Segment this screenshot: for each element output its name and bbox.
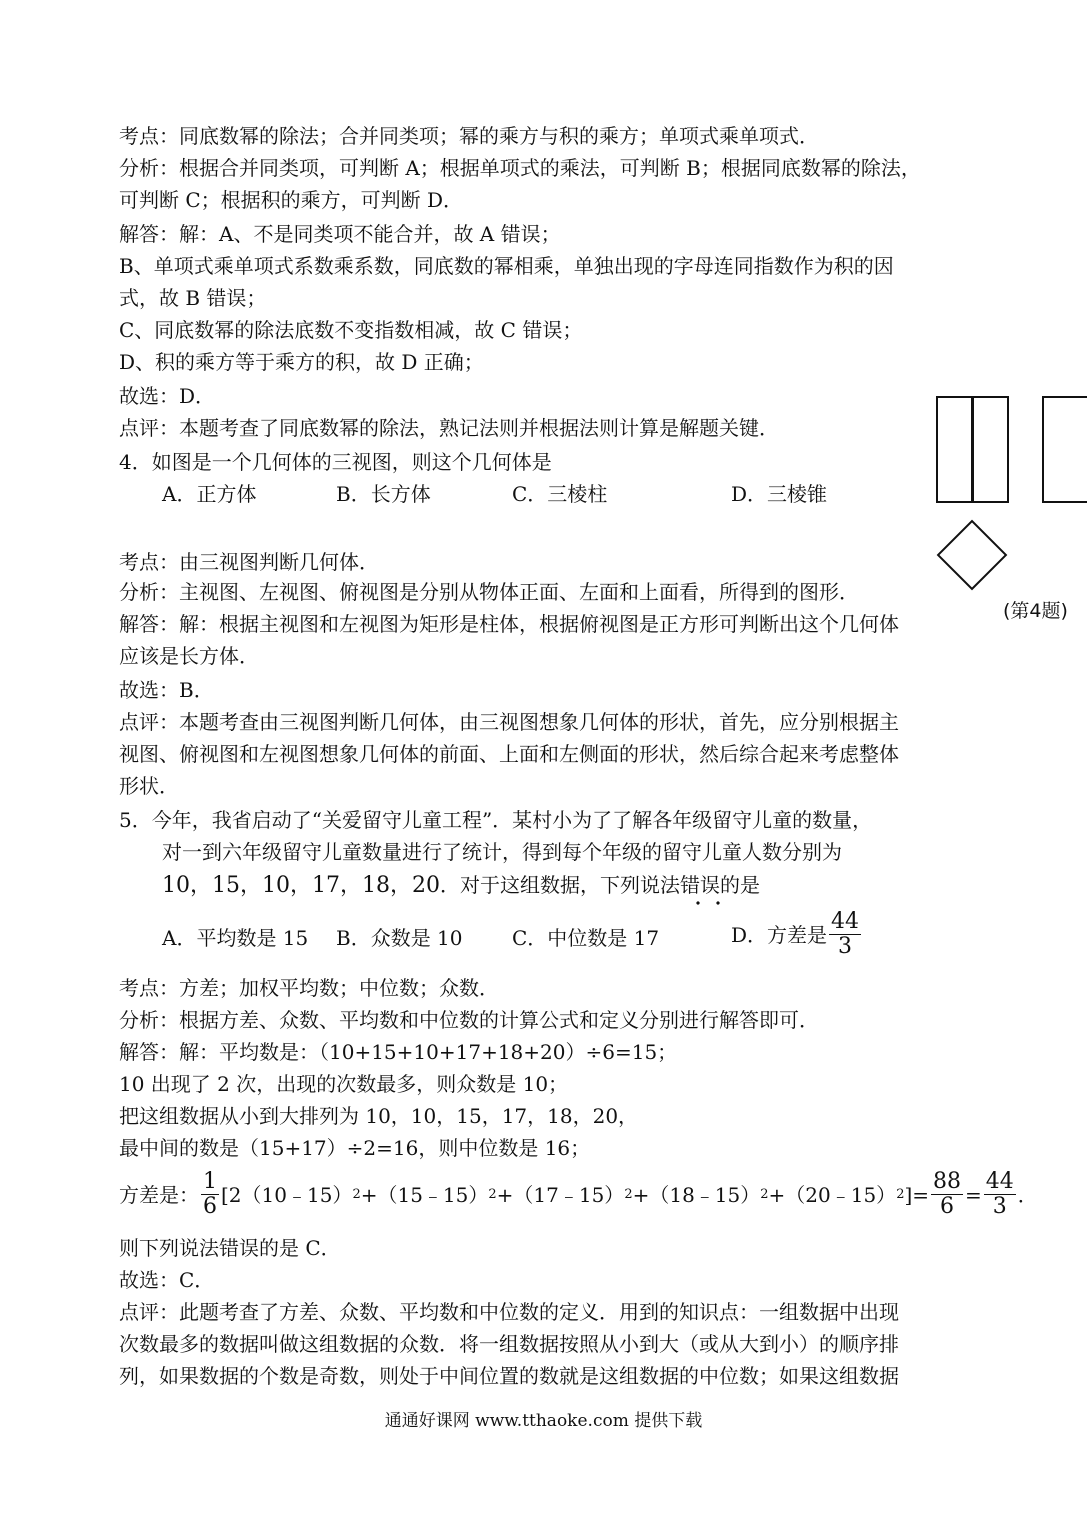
q3-c-line: C、同底数幂的除法底数不变指数相减，故 C 错误； [119, 318, 583, 342]
q5-question-text-b: 的是 [719, 873, 760, 897]
q3-fenxi-line2: 可判断 C；根据积的乘方，可判断 D． [119, 188, 464, 212]
q5-question-line2: 对一到六年级留守儿童数量进行了统计，得到每个年级的留守儿童人数分别为 [162, 840, 842, 864]
q4-kaodian: 考点：由三视图判断几何体． [119, 550, 379, 574]
variance-close: ]= [904, 1182, 930, 1207]
q5-answer: 故选：C． [119, 1268, 215, 1292]
q3-comment: 点评：本题考查了同底数幂的除法，熟记法则并根据法则计算是解题关键． [119, 416, 779, 440]
variance-equals: = [965, 1182, 982, 1207]
exponent: 2 [760, 1186, 769, 1202]
page-footer: 通通好课网 www.tthaoke.com 提供下载 [384, 1411, 703, 1431]
variance-label: 方差是： [119, 1182, 199, 1207]
fraction-numerator: 44 [985, 1169, 1014, 1194]
q5-option-d-fraction [829, 910, 861, 959]
q4-jieda-line2: 应该是长方体． [119, 644, 259, 668]
variance-term-3: +（17﹣15） [496, 1182, 625, 1207]
q5-comment-line3: 列，如果数据的个数是奇数，则处于中间位置的数就是这组数据的中位数；如果这组数据 [119, 1364, 899, 1388]
q4-option-d: D．三棱锥 [731, 482, 828, 506]
fraction-numerator: 88 [933, 1169, 962, 1194]
top-view-square [937, 520, 1008, 591]
variance-fraction-one-sixth [201, 1170, 219, 1219]
q3-d-line: D、积的乘方等于乘方的积，故 D 正确； [119, 350, 484, 374]
q4-question: 4．如图是一个几何体的三视图，则这个几何体是 [119, 450, 552, 474]
fraction-denominator: 3 [838, 934, 853, 959]
q4-option-c: C．三棱柱 [512, 482, 608, 506]
variance-term-4: +（18﹣15） [632, 1182, 761, 1207]
q3-b-line1: B、单项式乘单项式系数乘系数，同底数的幂相乘，单独出现的字母连同指数作为积的因 [119, 254, 894, 278]
variance-end: ． [1017, 1182, 1038, 1207]
exponent: 2 [624, 1186, 633, 1202]
exponent: 2 [488, 1186, 497, 1202]
q5-jieda: 解答：解：平均数是：（10+15+10+17+18+20）÷6=15； [119, 1040, 678, 1064]
q4-answer: 故选：B． [119, 678, 214, 702]
q5-fenxi: 分析：根据方差、众数、平均数和中位数的计算公式和定义分别进行解答即可． [119, 1008, 819, 1032]
exponent: 2 [352, 1186, 361, 1202]
q3-b-line2: 式，故 B 错误； [119, 286, 267, 310]
fraction-numerator: 44 [831, 909, 860, 934]
q5-conclusion: 则下列说法错误的是 C． [119, 1236, 341, 1260]
q5-option-a: A．平均数是 15 [162, 926, 309, 950]
exponent: 2 [896, 1186, 905, 1202]
front-view-divider [971, 396, 974, 503]
q4-comment-line3: 形状． [119, 774, 179, 798]
q5-question-line3 [162, 873, 760, 898]
q5-comment-line2: 次数最多的数据叫做这组数据的众数．将一组数据按照从小到大（或从大到小）的顺序排 [119, 1332, 899, 1356]
q5-option-d-label: D．方差是 [731, 922, 828, 947]
q5-mode: 10 出现了 2 次，出现的次数最多，则众数是 10； [119, 1072, 569, 1096]
q3-kaodian: 考点：同底数幂的除法；合并同类项；幂的乘方与积的乘方；单项式乘单项式． [119, 124, 819, 148]
figure-caption: (第4题) [1003, 600, 1068, 622]
variance-result-44-3 [984, 1170, 1016, 1219]
fraction-denominator: 6 [940, 1194, 955, 1219]
q5-option-c: C．中位数是 17 [512, 926, 660, 950]
q5-question-text-a: ．对于这组数据，下列说法 [439, 873, 680, 897]
q5-variance-line [119, 1170, 1038, 1219]
variance-term-2: +（15﹣15） [360, 1182, 489, 1207]
variance-term-1: [2（10﹣15） [221, 1182, 353, 1207]
q5-comment-line1: 点评：此题考查了方差、众数、平均数和中位数的定义．用到的知识点：一组数据中出现 [119, 1300, 899, 1324]
q5-option-d [731, 910, 863, 959]
fraction-numerator: 1 [203, 1169, 217, 1194]
q5-sorted: 把这组数据从小到大排列为 10，10，15，17，18，20， [119, 1104, 639, 1128]
variance-term-5: +（20﹣15） [768, 1182, 897, 1207]
q3-answer: 故选：D． [119, 384, 216, 408]
q5-kaodian: 考点：方差；加权平均数；中位数；众数． [119, 976, 499, 1000]
fraction-denominator: 6 [203, 1194, 217, 1219]
q4-fenxi: 分析：主视图、左视图、俯视图是分别从物体正面、左面和上面看，所得到的图形． [119, 580, 859, 604]
q5-data-set: 10，15，10，17，18，20 [162, 873, 440, 898]
q3-jieda: 解答：解：A、不是同类项不能合并，故 A 错误； [119, 222, 561, 246]
fraction-denominator: 3 [992, 1194, 1007, 1219]
q4-jieda-line1: 解答：解：根据主视图和左视图为矩形是柱体，根据俯视图是正方形可判断出这个几何体 [119, 612, 899, 636]
q4-option-a: A．正方体 [162, 482, 257, 506]
q4-comment-line2: 视图、俯视图和左视图想象几何体的前面、上面和左侧面的形状，然后综合起来考虑整体 [119, 742, 899, 766]
variance-result-88-6 [931, 1170, 963, 1219]
q3-fenxi-line1: 分析：根据合并同类项，可判断 A；根据单项式的乘法，可判断 B；根据同底数幂的除法， [119, 156, 921, 180]
q4-option-b: B．长方体 [336, 482, 431, 506]
q5-emphasis-word: 错误 [679, 873, 720, 897]
q4-comment-line1: 点评：本题考查由三视图判断几何体，由三视图想象几何体的形状，首先，应分别根据主 [119, 710, 899, 734]
q5-question-line1: 5．今年，我省启动了“关爱留守儿童工程”．某村小为了了解各年级留守儿童的数量， [119, 808, 873, 832]
q5-median: 最中间的数是（15+17）÷2=16，则中位数是 16； [119, 1136, 591, 1160]
side-view-rectangle [1042, 396, 1087, 503]
q5-option-b: B．众数是 10 [336, 926, 463, 950]
